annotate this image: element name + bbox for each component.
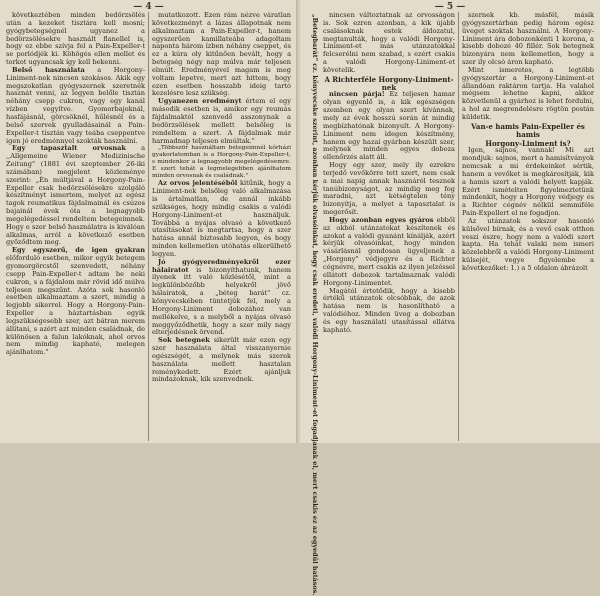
inline-heading: Hogy azonban egyes gyáros — [329, 215, 434, 224]
paragraph — [152, 180, 291, 258]
paragraph-text: a ,,Allgemeine Wiener Medizinische Zeitung" (1881 évi szeptember 26-iki számában) megjelent közleménye szerint: „Én múltjával a Horgony-Pain-Expeller csak bedörzsölésekre szolgáló készítményt ismertem, melyet az egész tagok reumatikus fájdalmainál és csúzos bajainál évek óta a legnagyobb megelégedéssel rendeltem betegeimnek. Hogy e szer belső használatra is kiválóan alkalmas, arról a következő esetben győződtem meg. — [6, 144, 145, 247]
vertical-margin-note — [302, 14, 319, 596]
inline-heading: Ugyanezen eredményt — [158, 97, 242, 106]
paragraph: szernek kb. másfél, másik gyógyszertárban pedig három egész üveget szoktak használni. A Horgony-Liniment ára dobozonkénti 1 korona, a kisebb dobozé 40 fillér. Sok betegnek bizonyára nem kellemetlen, hogy a szer ily olcsó áron kapható. — [462, 11, 594, 67]
paragraph-text: értem el egy második esetben is, amikor egy reumás fájdalmaktól szenvedő asszonynak a bedörzsölések mellett belsőleg is rendeltem a szert. A fájdalmak már harmadnap teljesen elmúltak." — [152, 97, 291, 145]
inline-heading: Jó gyógyeredményekről ezer hálairatot — [152, 257, 291, 274]
paragraph — [152, 337, 291, 384]
left-page — [0, 0, 298, 443]
paragraph — [6, 145, 145, 247]
paragraph: Magától értetődik, hogy a kisebb értékű utánzatok olcsóbbak, de azok hatása nem is hasonlítható a valódiéhoz. Minden üveg a dobozban és egy használati utasítással ellátva kapható. — [323, 286, 455, 334]
inline-heading: Sok betegnek — [158, 336, 210, 345]
page-number-right: — 5 — — [434, 2, 466, 12]
section-heading: Van-e hamis Pain-Expeller és hamis — [471, 121, 585, 139]
right-page — [300, 0, 600, 596]
paragraph-text: Ez teljesen hamar olyan egyenlő is, a kik egészségen szemben egy olyan szert kívánnak, mely az évek hosszú során át mindig megbízhatónak bizonyult. A Horgony-Liniment nem idegen készítmény, hanem egy hazai gyárban készült szer, melynek minden egyes doboza ellenőrzés alatt áll. — [323, 90, 455, 162]
paragraph: Mint ismeretes, a legtöbb gyógyszertár a Horgony-Liniment-et állandóan raktáron tartja. Ha valahol mégsem lehetne kapni, akkor közvetlenül a gyárhoz is lehet fordulni, a hol az megrendelésre rögtön postán küldetik. — [462, 65, 594, 121]
paragraph-text: is bizonyíthatunk, hanem ilyenek itt való közlésétől, mint a legkülönbözőbb helyekről jövő hálairatok, a „béteg barát" cz. könyvecskében tüntetjük fel, mely a Horgony-Liniment dobozához van mellékelve, s a melyből a nyájas olvasó meggyőződhetik, hogy a szer mily nagy elterjedésnek örvend. — [152, 265, 291, 337]
paragraph: Igen, sajnos, vannak! Mi azt mondjuk: sajnos, mert a hamisítványok nemcsak a mi érdekeinket sértik, hanem a vevőket is megkárosítják, kik a hamis szert a valódi helyett kapják. Ezért ismételten figyelmeztetünk mindenkit, hogy a Horgony védjegy és a Richter cégnév nélkül semmiféle Pain-Expellert el ne fogadjon. — [462, 146, 594, 218]
left-columns — [3, 12, 294, 441]
paragraph-text: előforduló esetben, mikor egyik betegem gyomorgörcstől szenvedett, néhány csepp Pain-Expeller-t adtam be neki cukron, s a fájdalom már rövid idő múlva teljesen megszűnt. Azóta sok hasonló esetben alkalmaztam a szert, mindig a legjobb sikerrel. Hogy a Horgony-Pain-Expeller a háztartásban egyik legszükségesebb szer, azt bátran merem állítani, s azért azt minden családnak, de különösen a falun lakóknak, ahol orvos nem mindig kapható, melegen ajánlhatom." — [6, 254, 145, 357]
inline-heading: Egy egyszerű, de igen gyakran — [12, 246, 145, 255]
paragraph-text: a Horgony-Liniment-nek nincsen szokásos. Akik egy megszokatlan gyógyszernek szeretnék hasznát venni, az legyen belőle tisztán néhány csepp cukron, vagy egy kanál vízben vegyítve. Gyomorbajoknál, hasfájásnál, görcsöknél, hűlésnél és a belső szervek gyulladásainál a Pain-Expeller-t tisztán vagy teába cseppentve igen jó eredménnyel szokták használni. — [6, 65, 145, 145]
paragraph: következtében minden bedörzsölés után a kezeket tisztára kell mosni; gyógybetegségnél ugyanez a bedörzsölésekre használt flanellel is, hogy ez ebbe szívja fel a Pain-Expeller-t se porlódjék ki. Köhögés ellen mellet és torkot ugyancsak így kell bekenni. — [6, 11, 145, 67]
inline-heading: nincsen párja! — [329, 90, 385, 99]
right-columns — [320, 12, 597, 441]
paragraph: mutatkozott. Ezen rám nézve váratlan következményt a lázas állapotnak nem alkalmaztam a Pain-Expeller-t, hanem egyszerűen kamillateába adagoltam naponta három ízben néhány cseppet, és ez a kúra oly kitűnően bevált, hogy a betegség négy nap múlva már teljesen elmúlt. Eredményével magam is meg voltam lepetve, mert azt hittem, hogy ezen esetben hosszabb ideig tartó kezelésre lesz szükség. — [152, 11, 291, 98]
inline-heading: Egy tapasztalt orvosnak — [12, 144, 126, 153]
paragraph: Hogy egy szer, mely ily ezrekre terjedő vevőkörre tett szert, nem csak a mai napig annak hasznáról tesznek tanúbizonyságot, az mindig meg fog maradni, azt kétségtelen tény bizonyítja, a melyet a tapasztalat is megerősít. — [323, 161, 455, 217]
vertical-margin-text: „Betegbarát" cz. könyvecske szerint, azonban kérjük olvasóinkat, hogy csak eredeti, valódi Horgony-Liniment-et fogadjanak el, mert csakis ez az egyedül hatásos. — [311, 14, 319, 596]
paragraph — [6, 67, 145, 145]
quotation: „Többször használtam betegeimnél kórházi gyakorlatomban is a Horgony-Pain-Expeller-t, s mindenkor a legnagyobb megelégedésemre. E szert tehát a legmelegebben ajánlhatom minden orvosnak és családnak." — [152, 145, 291, 180]
left-column-2 — [148, 12, 294, 441]
inline-heading: Belső használata — [12, 65, 85, 74]
right-column-1 — [320, 12, 458, 441]
paragraph-text: sikerült már ezen egy szer használata által visszanyernie egészségét, a melynek más szerek használata mellett hasztalan reménykedett. Ezért ajánljuk mindazoknak, kik szenvednek. — [152, 336, 291, 384]
right-column-2 — [458, 12, 597, 441]
paragraph — [323, 91, 455, 162]
inline-heading: Az orvos jelentéséből — [158, 179, 238, 188]
section-heading: A Richterféle Horgony-Liniment-nek — [324, 74, 454, 92]
paragraph: nincsen változtatnak az orvosságon is. Sok ezren azonban, a kik újabb csalásoknak estek áldozatul, megtanulták, hogy a valódi Horgony-Liniment-et más utánzatokkal felcserélni nem szabad, s ezért csakis a valódi Horgony-Liniment-et követelik. — [323, 11, 455, 74]
section-heading: Horgony-Liniment is? — [485, 138, 571, 148]
paragraph — [152, 98, 291, 145]
paragraph-text: ebből az okból utánzatokat készítenek és azokat a valódi gyanánt kínálják, azért kérjük olvasóinkat, hogy minden vásárlásnál gondosan ügyeljenek a „Horgony" védjegyre és a Richter cégnévre, mert csakis az ilyen jelzéssel ellátott dobozok tartalmaznak valódi Horgony-Linimentet. — [323, 215, 455, 287]
paragraph — [323, 217, 455, 288]
page-number-left: — 4 — — [133, 2, 164, 12]
paragraph — [6, 247, 145, 357]
paragraph-text: kitűnik, hogy a Liniment-nek belsőleg való alkalmazása is ártalmatlan, de annál inkább szükséges, hogy mindig csakis a valódi Horgony-Liniment-et használjuk. Továbbá a nyájas olvasó a következő utasításokat is megtartsa, hogy a szer hatása annál biztosabb legyen, és hogy minden kellemetlen utóhatás elkerülhető legyen. — [152, 179, 291, 258]
left-column-1 — [3, 12, 148, 441]
paragraph — [152, 259, 291, 337]
paragraph: Az utánzatok sokszor hasonló külsővel bírnak, és a vevő csak otthon veszi észre, hogy nem a valódi szert kapta. Ha tehát valaki nem ismeri közelebbről a valódi Horgony-Liniment külsejét, vegye figyelembe a következőket: 1.) a 5 oldalon ábrázolt — [462, 216, 594, 272]
